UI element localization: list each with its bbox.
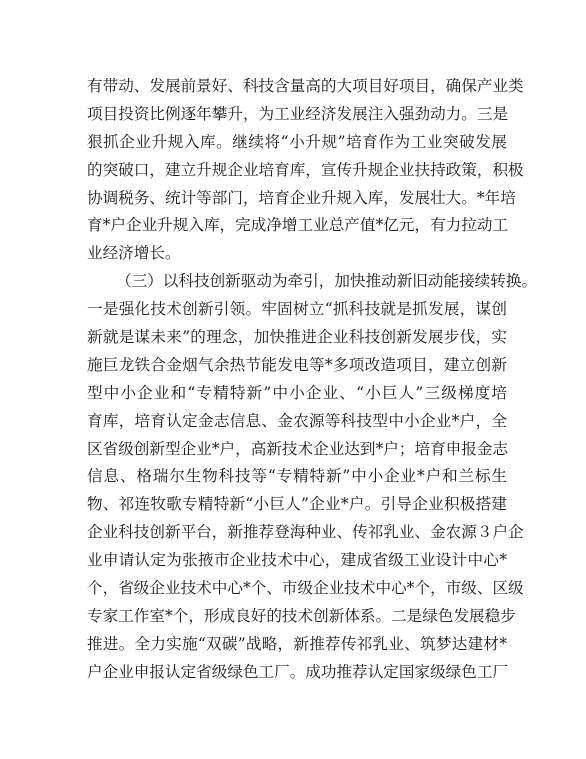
section-heading-line: （三）以科技创新驱动为牵引，加快推动新旧动能接续转换。 [116,272,538,291]
text-line: 育库，培育认定金志信息、金农源等科技型中小企业*户，全 [87,411,507,430]
text-line: 协调税务、统计等部门，培育企业升规入库，发展壮大。*年培 [87,188,516,207]
text-line: 狠抓企业升规入库。继续将“小升规”培育作为工业突破发展 [87,132,507,151]
text-line: 个，省级企业技术中心*个、市级企业技术中心*个，市级、区级 [87,579,524,598]
text-line: 的突破口，建立升规企业培育库，宣传升规企业扶持政策，积极 [87,160,524,179]
text-line: 项目投资比例逐年攀升，为工业经济发展注入强劲动力。三是 [87,104,509,123]
text-line: 企业科技创新平台，新推荐登海种业、传祁乳业、金农源３户企 [87,523,524,542]
text-line: 施巨龙铁合金烟气余热节能发电等*多项改造项目，建立创新 [87,355,507,374]
text-line: 业申请认定为张掖市企业技术中心，建成省级工业设计中心* [87,551,507,570]
text-line: 推进。全力实施“双碳”战略，新推荐传祁乳业、筑梦达建材* [87,634,507,653]
text-line: 有带动、发展前景好、科技含量高的大项目好项目，确保产业类 [87,77,524,95]
text-line: 业经济增长。 [87,244,181,263]
text-line: 新就是谋未来”的理念，加快推进企业科技创新发展步伐，实 [87,328,507,347]
text-line: 物、祁连牧歌专精特新“小巨人”企业*户。引导企业积极搭建 [87,495,507,514]
text-line: 一是强化技术创新引领。牢固树立“抓科技就是抓发展，谋创 [87,300,507,319]
text-line: 型中小企业和“专精特新”中小企业、“小巨人”三级梯度培 [87,383,507,402]
text-line: 专家工作室*个，形成良好的技术创新体系。二是绿色发展稳步 [87,606,516,625]
text-line: 户企业申报认定省级绿色工厂。成功推荐认定国家级绿色工厂 [87,662,509,681]
text-line: 区省级创新型企业*户，高新技术企业达到*户；培育申报金志 [87,439,509,458]
text-line: 育*户企业升规入库，完成净增工业总产值*亿元，有力拉动工 [87,216,509,235]
text-line: 信息、格瑞尔生物科技等“专精特新”中小企业*户和兰标生 [87,467,507,486]
body-text [87,73,538,687]
